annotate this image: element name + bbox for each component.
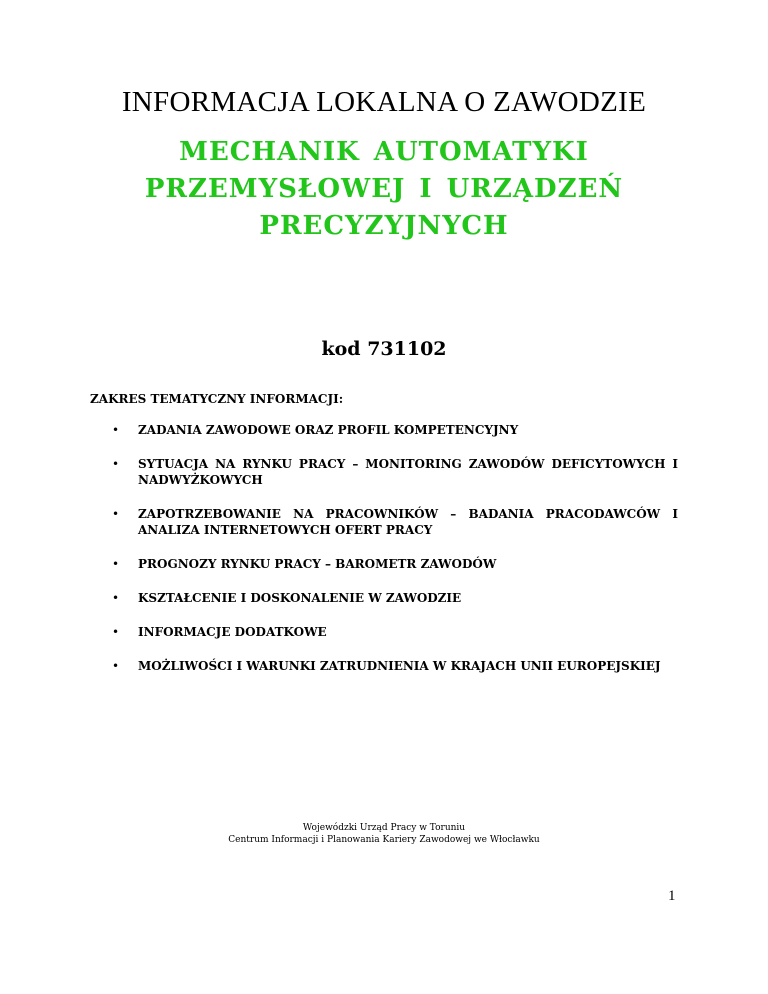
scope-item-text: ZAPOTRZEBOWANIE NA PRACOWNIKÓW – BADANIA PRACODAWCÓW I ANALIZA INTERNETOWYCH OFERT PRACY xyxy=(138,507,678,537)
scope-item-text: SYTUACJA NA RYNKU PRACY – MONITORING ZAWODÓW DEFICYTOWYCH I NADWYŻKOWYCH xyxy=(138,457,678,487)
scope-item-text: MOŻLIWOŚCI I WARUNKI ZATRUDNIENIA W KRAJACH UNII EUROPEJSKIEJ xyxy=(138,659,661,673)
occupation-title: MECHANIK AUTOMATYKI PRZEMYSŁOWEJ I URZĄDZEŃ PRECYZYJNYCH xyxy=(144,137,624,241)
bullet-icon: • xyxy=(112,507,120,521)
page-number: 1 xyxy=(668,888,676,904)
scope-item xyxy=(90,456,678,488)
scope-item-text: ZADANIA ZAWODOWE ORAZ PROFIL KOMPETENCYJNY xyxy=(138,423,519,437)
scope-item xyxy=(90,658,678,674)
bullet-icon: • xyxy=(112,457,120,471)
scope-item-text: INFORMACJE DODATKOWE xyxy=(138,625,327,639)
footer-department: Centrum Informacji i Planowania Kariery Zawodowej we Włocławku xyxy=(228,835,540,845)
scope-item xyxy=(90,590,678,606)
main-title: INFORMACJA LOKALNA O ZAWODZIE xyxy=(121,86,647,118)
scope-item xyxy=(90,624,678,640)
bullet-icon: • xyxy=(112,423,120,437)
bullet-icon: • xyxy=(112,591,120,605)
scope-item xyxy=(90,422,678,438)
footer xyxy=(0,822,768,846)
scope-item-text: KSZTAŁCENIE I DOSKONALENIE W ZAWODZIE xyxy=(138,591,462,605)
scope-list xyxy=(90,422,678,692)
bullet-icon: • xyxy=(112,659,120,673)
bullet-icon: • xyxy=(112,625,120,639)
bullet-icon: • xyxy=(112,557,120,571)
scope-item xyxy=(90,506,678,538)
scope-item-text: PROGNOZY RYNKU PRACY – BAROMETR ZAWODÓW xyxy=(138,557,497,571)
footer-organization: Wojewódzki Urząd Pracy w Toruniu xyxy=(302,823,466,833)
occupation-code: kod 731102 xyxy=(321,338,447,360)
scope-heading: ZAKRES TEMATYCZNY INFORMACJI: xyxy=(90,392,344,406)
scope-item xyxy=(90,556,678,572)
